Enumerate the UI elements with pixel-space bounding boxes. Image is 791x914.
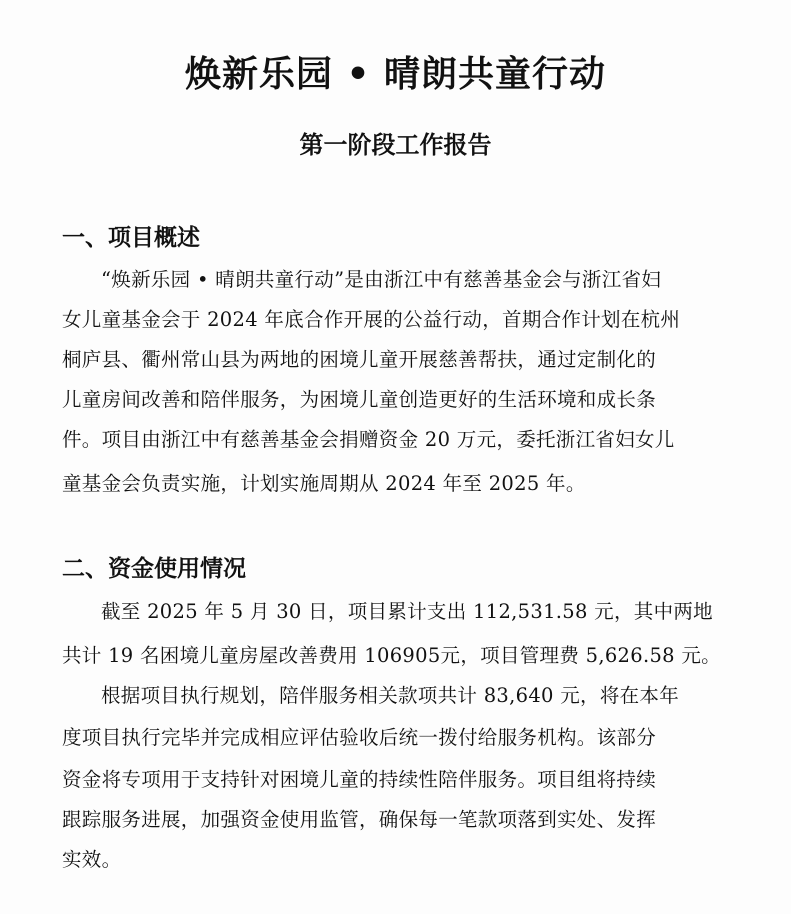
section-heading-funds: 二、资金使用情况	[62, 556, 246, 582]
paragraph-line: 童基金会负责实施，计划实施周期从 2024 年至 2025 年。	[62, 472, 586, 495]
document-subtitle: 第一阶段工作报告	[299, 131, 492, 159]
paragraph-line: 实效。	[62, 848, 122, 871]
paragraph-line: “焕新乐园 • 晴朗共童行动”是由浙江中有慈善基金会与浙江省妇	[101, 268, 662, 291]
section-heading-overview: 一、项目概述	[62, 225, 200, 251]
paragraph-line: 根据项目执行规划，陪伴服务相关款项共计 83,640 元，将在本年	[101, 684, 680, 707]
paragraph-line: 件。项目由浙江中有慈善基金会捐赠资金 20 万元，委托浙江省妇女儿	[62, 428, 675, 451]
paragraph-line: 资金将专项用于支持针对困境儿童的持续性陪伴服务。项目组将持续	[62, 768, 657, 791]
paragraph-line: 儿童房间改善和陪伴服务，为困境儿童创造更好的生活环境和成长条	[62, 388, 657, 411]
paragraph-line: 截至 2025 年 5 月 30 日，项目累计支出 112,531.58 元，其中两地	[101, 600, 713, 623]
paragraph-line: 桐庐县、衢州常山县为两地的困境儿童开展慈善帮扶，通过定制化的	[62, 348, 657, 371]
paragraph-line: 共计 19 名困境儿童房屋改善费用 106905元，项目管理费 5,626.58 元。	[62, 644, 721, 667]
paragraph-line: 度项目执行完毕并完成相应评估验收后统一拨付给服务机构。该部分	[62, 726, 657, 749]
paragraph-line: 跟踪服务进展，加强资金使用监管，确保每一笔款项落到实处、发挥	[62, 808, 657, 831]
document-title: 焕新乐园 • 晴朗共童行动	[184, 54, 607, 95]
paragraph-line: 女儿童基金会于 2024 年底合作开展的公益行动，首期合作计划在杭州	[62, 308, 681, 331]
